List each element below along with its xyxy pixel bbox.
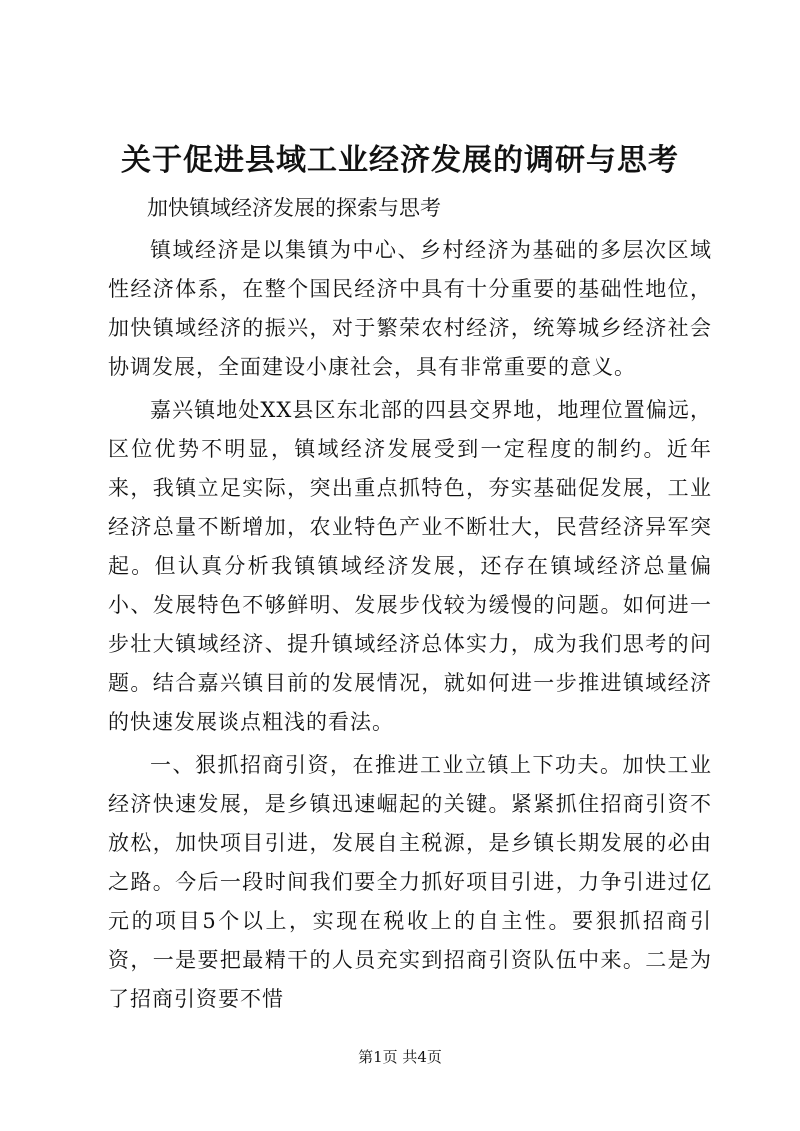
document-title: 关于促进县域工业经济发展的调研与思考: [121, 143, 679, 178]
document-body: [108, 231, 712, 1019]
page-footer: 第1页 共4页: [358, 1048, 442, 1066]
paragraph-1: 镇域经济是以集镇为中心、乡村经济为基础的多层次区域性经济体系，在整个国民经济中具有十分重要的基础性地位，加快镇域经济的振兴，对于繁荣农村经济，统筹城乡经济社会协调发展，全面建设小康社会，具有非常重要的意义。: [108, 238, 712, 379]
document-subtitle: 加快镇域经济发展的探索与思考: [147, 196, 441, 220]
paragraph-3: 一、狠抓招商引资，在推进工业立镇上下功夫。加快工业经济快速发展，是乡镇迅速崛起的关键。紧紧抓住招商引资不放松，加快项目引进，发展自主税源，是乡镇长期发展的必由之路。今后一段时间我们要全力抓好项目引进，力争引进过亿元的项目5个以上，实现在税收上的自主性。要狠抓招商引资，一是要把最精干的人员充实到招商引资队伍中来。二是为了招商引资要不惜: [108, 753, 712, 1011]
paragraph-2: 嘉兴镇地处XX县区东北部的四县交界地，地理位置偏远，区位优势不明显，镇域经济发展受到一定程度的制约。近年来，我镇立足实际，突出重点抓特色，夯实基础促发展，工业经济总量不断增加，农业特色产业不断壮大，民营经济异军突起。但认真分析我镇镇域经济发展，还存在镇域经济总量偏小、发展特色不够鲜明、发展步伐较为缓慢的问题。如何进一步壮大镇域经济、提升镇域经济总体实力，成为我们思考的问题。结合嘉兴镇目前的发展情况，就如何进一步推进镇域经济的快速发展谈点粗浅的看法。: [108, 398, 712, 734]
